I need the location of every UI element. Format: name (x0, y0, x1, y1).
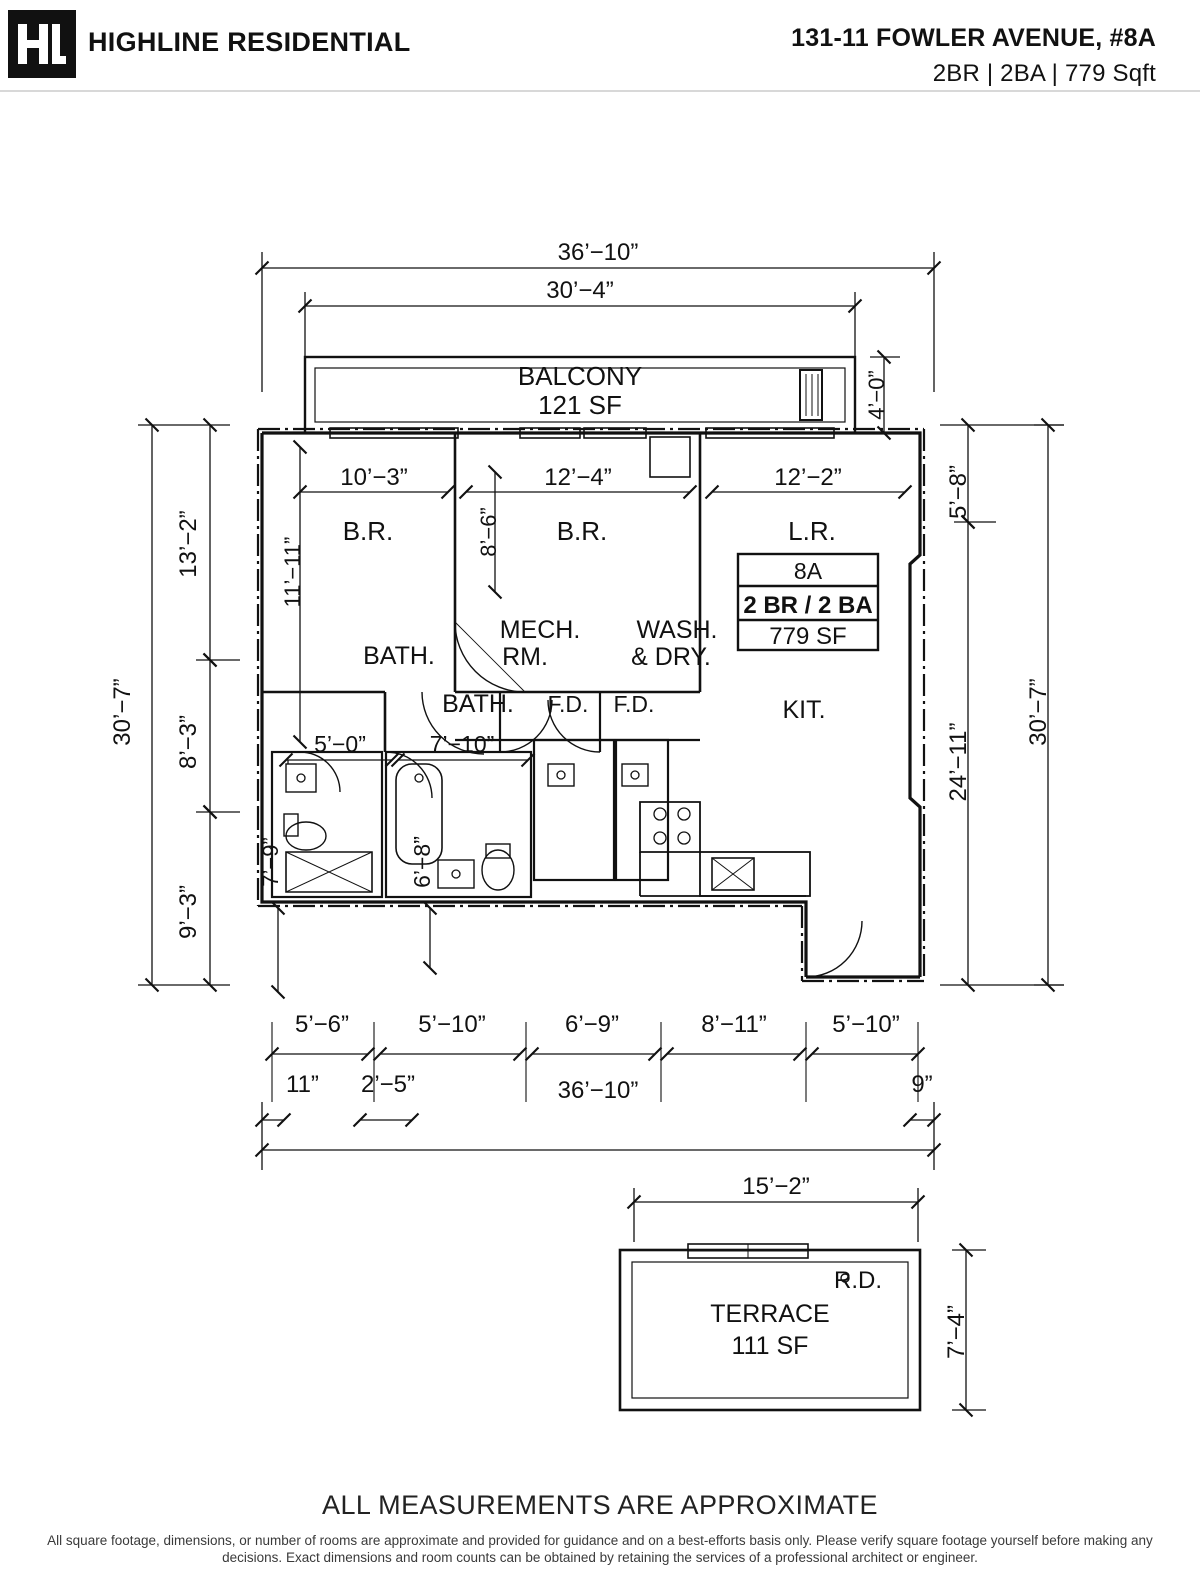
dim-top-inner: 30’−4” (546, 277, 614, 304)
room-label-mech-2: RM. (502, 643, 548, 671)
room-label-roof-drain: R.D. (834, 1267, 882, 1294)
dim-bottom-small-right: 9” (911, 1071, 933, 1098)
dim-right-24-11: 24’−11” (945, 722, 972, 802)
dim-balcony-depth: 4’−0” (864, 370, 889, 420)
hl-monogram-icon (8, 10, 76, 78)
room-label-wash-1: WASH. (636, 616, 718, 644)
room-label-balcony: BALCONY (517, 361, 643, 391)
floor-plan-drawing (0, 92, 1200, 1472)
floor-plan (0, 92, 1200, 1472)
dim-bath-7-10: 7’−10” (429, 731, 495, 757)
room-label-br-mid: B.R. (556, 516, 608, 546)
room-label-lr: L.R. (788, 516, 836, 546)
property-address: 131-11 FOWLER AVENUE, #8A (791, 24, 1156, 52)
dim-lr-width: 12’−2” (774, 464, 842, 491)
dim-bottom-a: 5’−6” (294, 1011, 350, 1038)
dim-left-overall: 30’−7” (109, 678, 136, 746)
dim-bottom-e: 5’−10” (832, 1011, 900, 1038)
unit-stamp-area: 779 SF (769, 623, 847, 650)
room-label-wash-2: & DRY. (631, 643, 711, 671)
room-label-fd-right: F.D. (613, 691, 655, 717)
dim-bottom-small-left2: 2’−5” (360, 1071, 416, 1098)
dim-left-lower: 9’−3” (175, 884, 202, 940)
dim-inner-8-6: 8’−6” (476, 507, 501, 557)
room-area-balcony: 121 SF (538, 390, 622, 420)
dim-bottom-b: 5’−10” (418, 1011, 486, 1038)
dim-bottom-d: 8’−11” (701, 1011, 767, 1038)
dim-right-overall: 30’−7” (1025, 678, 1052, 746)
dim-terrace-depth: 7’−4” (943, 1304, 970, 1360)
dim-left-wall-bath: 7’−9” (258, 837, 283, 887)
dim-terrace-width: 15’−2” (742, 1173, 810, 1200)
page-header (0, 0, 1200, 92)
dim-right-5-8: 5’−8” (945, 464, 972, 520)
dim-left-upper: 13’−2” (175, 510, 202, 578)
measurement-note: ALL MEASUREMENTS ARE APPROXIMATE (322, 1490, 878, 1520)
unit-stamp-type: 2 BR / 2 BA (743, 592, 873, 619)
dim-left-wall-bedroom: 11’−11” (280, 536, 305, 608)
room-area-terrace: 111 SF (731, 1332, 809, 1360)
room-label-bath-left: BATH. (363, 642, 435, 670)
dim-6-8: 6’−8” (409, 836, 435, 888)
brand-name: HIGHLINE RESIDENTIAL (88, 27, 411, 57)
room-label-terrace: TERRACE (710, 1300, 830, 1328)
dim-bottom-overall: 36’−10” (557, 1077, 639, 1104)
dim-top-overall: 36’−10” (557, 239, 639, 266)
dim-bottom-small-left: 11” (286, 1071, 319, 1098)
room-label-br-left: B.R. (342, 516, 394, 546)
dim-br-mid-width: 12’−4” (544, 464, 612, 491)
room-label-mech-1: MECH. (499, 616, 581, 644)
room-label-fd-left: F.D. (547, 691, 589, 717)
unit-specs: 2BR | 2BA | 779 Sqft (932, 60, 1156, 87)
dim-br-left-width: 10’−3” (340, 464, 408, 491)
dim-bath-5-0: 5’−0” (314, 731, 366, 757)
dim-bottom-c: 6’−9” (564, 1011, 620, 1038)
legal-disclaimer: All square footage, dimensions, or number of rooms are approximate and provided for guidance and on a best-efforts basis only. Please verify square footage yourself before making any decisions. Exact dimensions and room counts can be obtained by retaining the services of a professional architect or engineer. (47, 1533, 1153, 1565)
room-label-kitchen: KIT. (782, 696, 826, 724)
unit-stamp-unit: 8A (793, 558, 823, 584)
dim-left-mid: 8’−3” (175, 714, 202, 770)
room-label-bath-mid: BATH. (442, 690, 514, 718)
